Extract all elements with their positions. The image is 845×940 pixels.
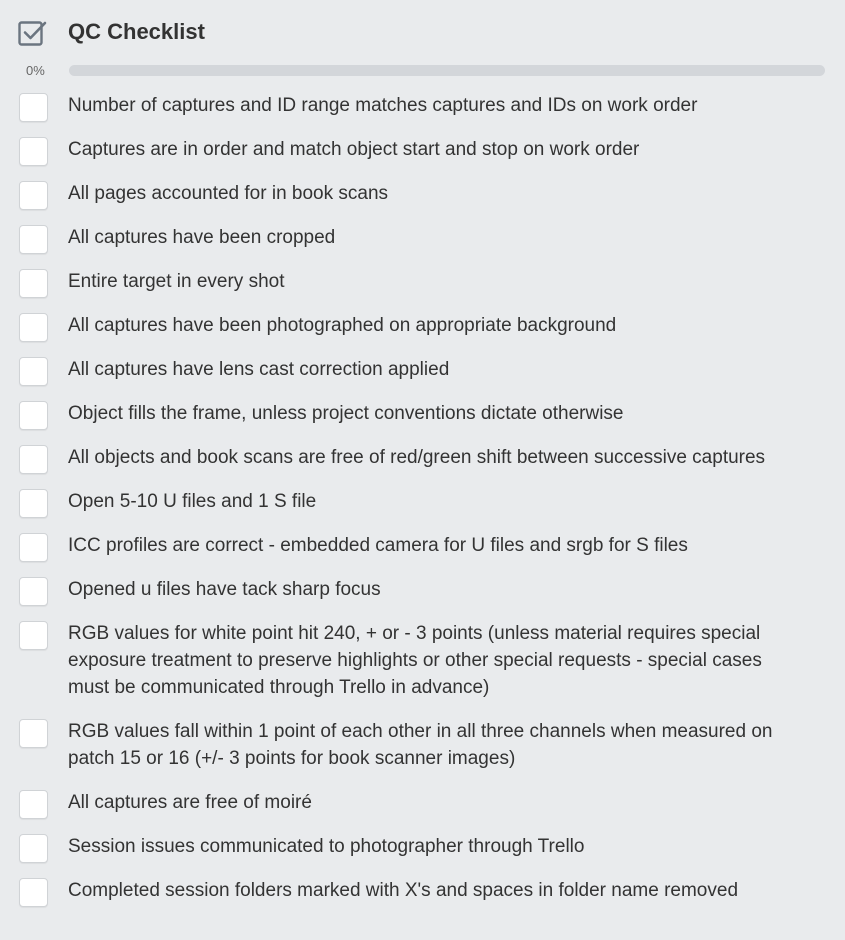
checklist-items [0, 92, 845, 921]
checklist-item-label[interactable]: Session issues communicated to photographer through Trello [68, 836, 585, 857]
checklist-item-checkbox[interactable] [19, 225, 48, 254]
checklist-progress [0, 62, 845, 82]
checklist-item-checkbox[interactable] [19, 489, 48, 518]
checklist-item-checkbox[interactable] [19, 269, 48, 298]
checklist-item-checkbox[interactable] [19, 577, 48, 606]
checklist-item-checkbox[interactable] [19, 93, 48, 122]
checklist-item-label[interactable]: All captures have been cropped [68, 227, 336, 248]
checklist-item-checkbox[interactable] [19, 878, 48, 907]
checklist-item-label[interactable]: Completed session folders marked with X's and spaces in folder name removed [68, 880, 739, 901]
checklist-item-label[interactable]: Captures are in order and match object start and stop on work order [68, 139, 640, 160]
checklist-item [0, 92, 845, 119]
checklist-item-checkbox[interactable] [19, 533, 48, 562]
checklist-item-label[interactable]: All captures are free of moiré [68, 792, 312, 813]
checklist-item [0, 532, 845, 559]
checklist-item [0, 620, 845, 701]
checklist-item [0, 789, 845, 816]
checklist-item-label[interactable]: Object fills the frame, unless project conventions dictate otherwise [68, 403, 624, 424]
checklist-item-checkbox[interactable] [19, 401, 48, 430]
checklist-item [0, 136, 845, 163]
checklist-item [0, 833, 845, 860]
checklist-item-label[interactable]: ICC profiles are correct - embedded camera for U files and srgb for S files [68, 535, 688, 556]
checklist-item-label[interactable]: Opened u files have tack sharp focus [68, 579, 381, 600]
checklist-item [0, 718, 845, 772]
progress-bar [69, 65, 825, 76]
checklist-item [0, 576, 845, 603]
checklist-item-label[interactable]: All objects and book scans are free of red/green shift between successive captures [68, 447, 766, 468]
checklist-item-checkbox[interactable] [19, 719, 48, 748]
checklist-item-label[interactable]: RGB values fall within 1 point of each other in all three channels when measured on patch 15 or 16 (+/- 3 points for book scanner images) [68, 721, 773, 769]
checked-box-icon [18, 18, 48, 46]
checklist-item-checkbox[interactable] [19, 181, 48, 210]
checklist-item [0, 180, 845, 207]
checklist-header [0, 0, 845, 62]
checklist-item-label[interactable]: RGB values for white point hit 240, + or - 3 points (unless material requires special exposure treatment to preserve highlights or other special requests - special cases must be communicated through Trello in advance) [68, 623, 762, 698]
checklist-item-label[interactable]: All captures have lens cast correction applied [68, 359, 450, 380]
checklist-title[interactable]: QC Checklist [68, 19, 205, 44]
checklist-item [0, 356, 845, 383]
checklist-item-label[interactable]: All pages accounted for in book scans [68, 183, 389, 204]
checklist-item-checkbox[interactable] [19, 357, 48, 386]
checklist-item-checkbox[interactable] [19, 137, 48, 166]
checklist-item-checkbox[interactable] [19, 313, 48, 342]
checklist-item-checkbox[interactable] [19, 621, 48, 650]
checklist-item [0, 877, 845, 904]
checklist-item [0, 312, 845, 339]
checklist-item [0, 444, 845, 471]
checklist-item [0, 224, 845, 251]
checklist-item-label[interactable]: Number of captures and ID range matches captures and IDs on work order [68, 95, 698, 116]
checklist-item-checkbox[interactable] [19, 834, 48, 863]
checklist-item-label[interactable]: Open 5-10 U files and 1 S file [68, 491, 317, 512]
progress-percentage: 0% [26, 63, 45, 78]
checklist-item [0, 268, 845, 295]
checklist-item-checkbox[interactable] [19, 445, 48, 474]
checklist-item-checkbox[interactable] [19, 790, 48, 819]
checklist-item [0, 400, 845, 427]
checklist-item-label[interactable]: All captures have been photographed on appropriate background [68, 315, 617, 336]
checklist-item-label[interactable]: Entire target in every shot [68, 271, 285, 292]
checklist-item [0, 488, 845, 515]
